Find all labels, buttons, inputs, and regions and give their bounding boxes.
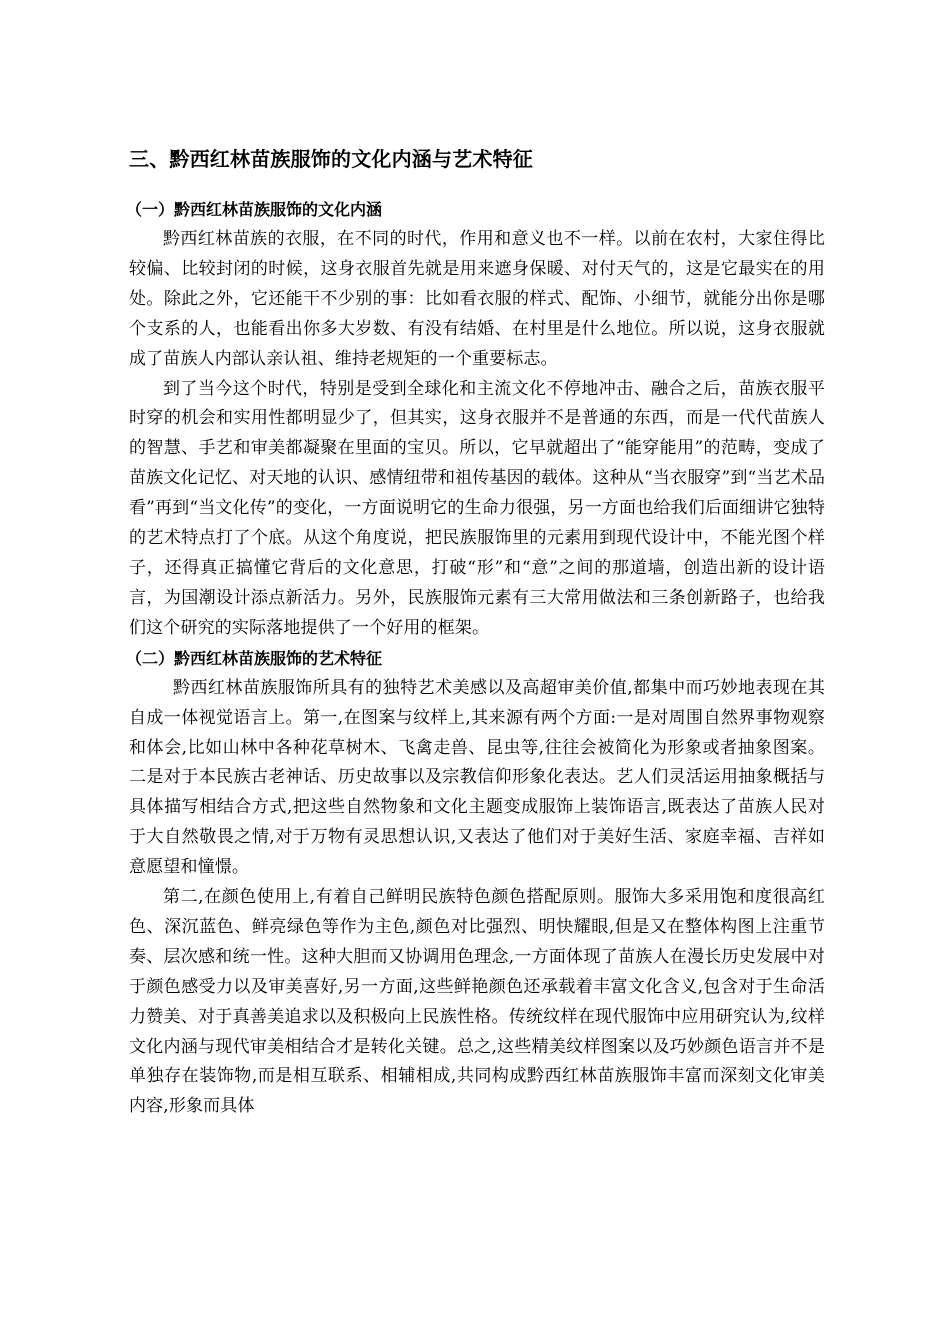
paragraph: 到了当今这个时代，特别是受到全球化和主流文化不停地冲击、融合之后，苗族衣服平时穿的机会和实用性都明显少了，但其实，这身衣服并不是普通的东西，而是一代代苗族人的智慧、手艺和审美都凝聚在里面的宝贝。所以，它早就超出了“能穿能用”的范畴，变成了苗族文化记忆、对天地的认识、感情纽带和祖传基因的载体。这种从“当衣服穿”到“当艺术品看”再到“当文化传”的变化，一方面说明它的生命力很强，另一方面也给我们后面细讲它独特的艺术特点打了个底。从这个角度说，把民族服饰里的元素用到现代设计中，不能光图个样子，还得真正搞懂它背后的文化意思，打破“形”和“意”之间的那道墙，创造出新的设计语言，为国潮设计添点新活力。另外，民族服饰元素有三大常用做法和三条创新路子，也给我们这个研究的实际落地提供了一个好用的框架。 — [129, 378, 825, 638]
paragraph: 第二,在颜色使用上,有着自己鲜明民族特色颜色搭配原则。服饰大多采用饱和度很高红色、深沉蓝色、鲜亮绿色等作为主色,颜色对比强烈、明快耀眼,但是又在整体构图上注重节奏、层次感和统一性。这种大胆而又协调用色理念,一方面体现了苗族人在漫长历史发展中对于颜色感受力以及审美喜好,另一方面,这些鲜艳颜色还承载着丰富文化含义,包含对于生命活力赞美、对于真善美追求以及积极向上民族性格。传统纹样在现代服饰中应用研究认为,纹样文化内涵与现代审美相结合才是转化关键。总之,这些精美纹样图案以及巧妙颜色语言并不是单独存在装饰物,而是相互联系、相辅相成,共同构成黔西红林苗族服饰丰富而深刻文化审美内容,形象而具体 — [129, 887, 825, 1117]
subsection-title: （一）黔西红林苗族服饰的文化内涵 — [126, 200, 383, 219]
subsection-cultural-connotation — [126, 195, 825, 644]
paragraph: 黔西红林苗族服饰所具有的独特艺术美感以及高超审美价值,都集中而巧妙地表现在其自成一体视觉语言上。第一,在图案与纹样上,其来源有两个方面:一是对周围自然界事物观察和体会,比如山林中各种花草树木、飞禽走兽、昆虫等,往往会被简化为形象或者抽象图案。二是对于本民族古老神话、历史故事以及宗教信仰形象化表达。艺人们灵活运用抽象概括与具体描写相结合方式,把这些自然物象和文化主题变成服饰上装饰语言,既表达了苗族人民对于大自然敬畏之情,对于万物有灵思想认识,又表达了他们对于美好生活、家庭幸福、吉祥如意愿望和憧憬。 — [129, 677, 825, 878]
subsection-artistic-features — [126, 644, 825, 1123]
document-body — [126, 143, 825, 1122]
subsection-title: （二）黔西红林苗族服饰的艺术特征 — [126, 648, 383, 668]
paragraph: 黔西红林苗族的衣服，在不同的时代，作用和意义也不一样。以前在农村，大家住得比较偏、比较封闭的时候，这身衣服首先就是用来遮身保暖、对付天气的，这是它最实在的用处。除此之外，它还能干不少别的事：比如看衣服的样式、配饰、小细节，就能分出你是哪个支系的人，也能看出你多大岁数、有没有结婚、在村里是什么地位。所以说，这身衣服就成了苗族人内部认亲认祖、维持老规矩的一个重要标志。 — [129, 229, 825, 369]
section-title: 三、黔西红林苗族服饰的文化内涵与艺术特征 — [129, 147, 533, 171]
